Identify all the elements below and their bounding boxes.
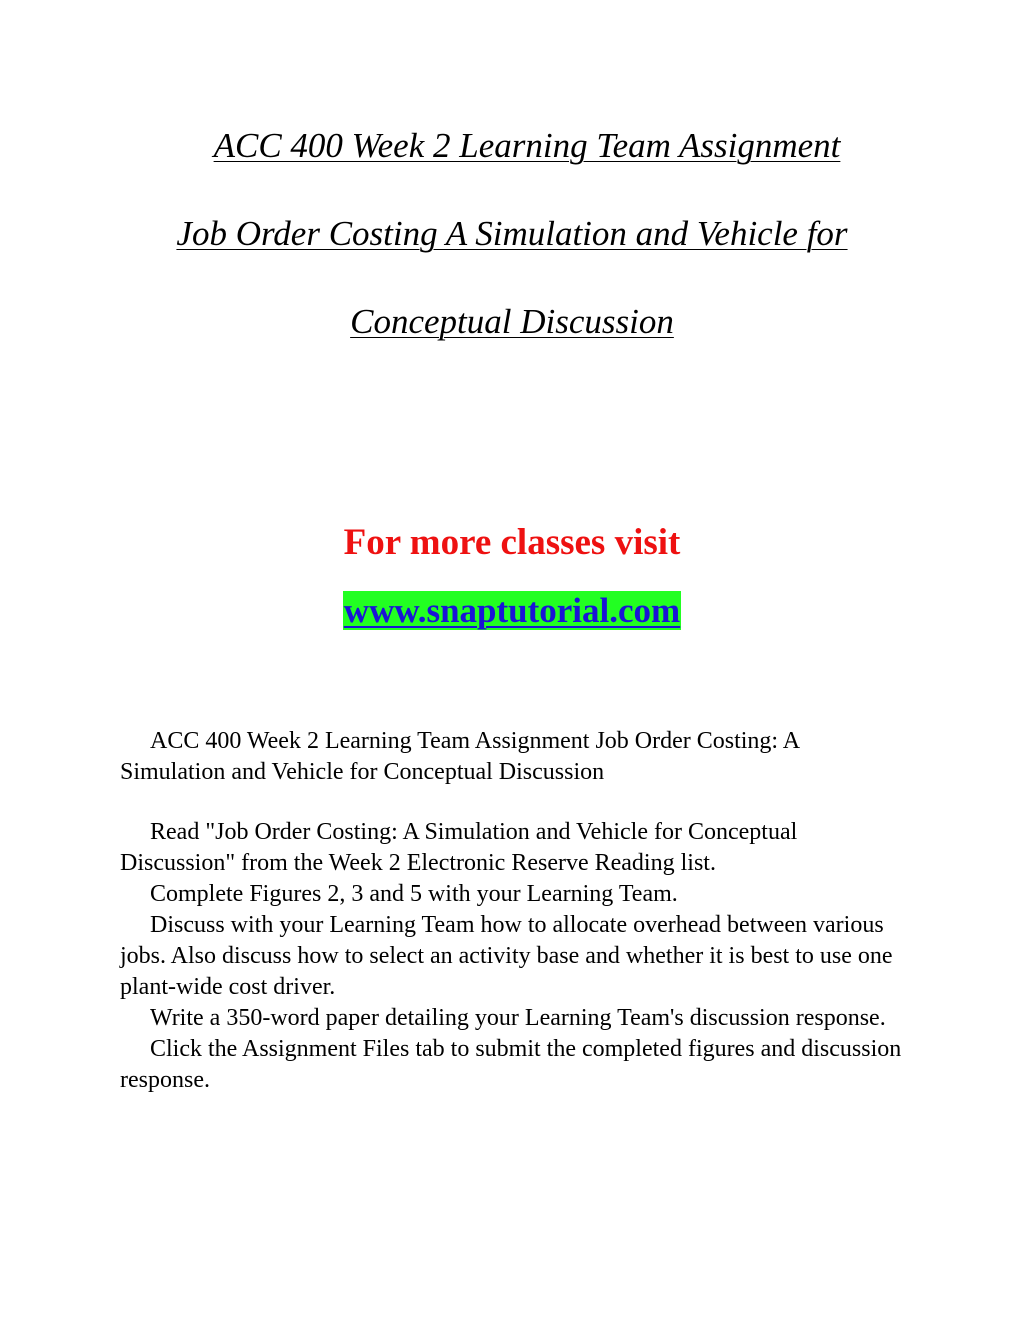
- promo-link-container: [0, 588, 1024, 634]
- instruction-item: Click the Assignment Files tab to submit the completed figures and discussion response.: [120, 1036, 902, 1093]
- instruction-item: Write a 350-word paper detailing your Learning Team's discussion response.: [150, 1005, 886, 1031]
- website-link[interactable]: www.snaptutorial.com: [343, 591, 681, 630]
- intro-paragraph: ACC 400 Week 2 Learning Team Assignment Job Order Costing: A Simulation and Vehicle for Conceptual Discussion: [120, 728, 799, 785]
- page-title-line-2: [0, 212, 1024, 256]
- title-text-3: Conceptual Discussion: [350, 302, 674, 341]
- instructions-list: [120, 817, 910, 1096]
- promo-heading: For more classes visit: [343, 522, 681, 563]
- instruction-item: Discuss with your Learning Team how to allocate overhead between various jobs. Also discuss how to select an activity base and whether it is best to use one plant-wide cost driver.: [120, 912, 893, 1000]
- instruction-item: Complete Figures 2, 3 and 5 with your Learning Team.: [150, 881, 678, 907]
- instruction-item: Read "Job Order Costing: A Simulation and Vehicle for Conceptual Discussion" from the Week 2 Electronic Reserve Reading list.: [120, 819, 798, 876]
- page-title-line-1: [0, 124, 1024, 168]
- title-text-1: ACC 400 Week 2 Learning Team Assignment: [213, 126, 841, 165]
- title-text-2: Job Order Costing A Simulation and Vehicle for: [176, 214, 848, 253]
- page-title-line-3: [0, 300, 1024, 344]
